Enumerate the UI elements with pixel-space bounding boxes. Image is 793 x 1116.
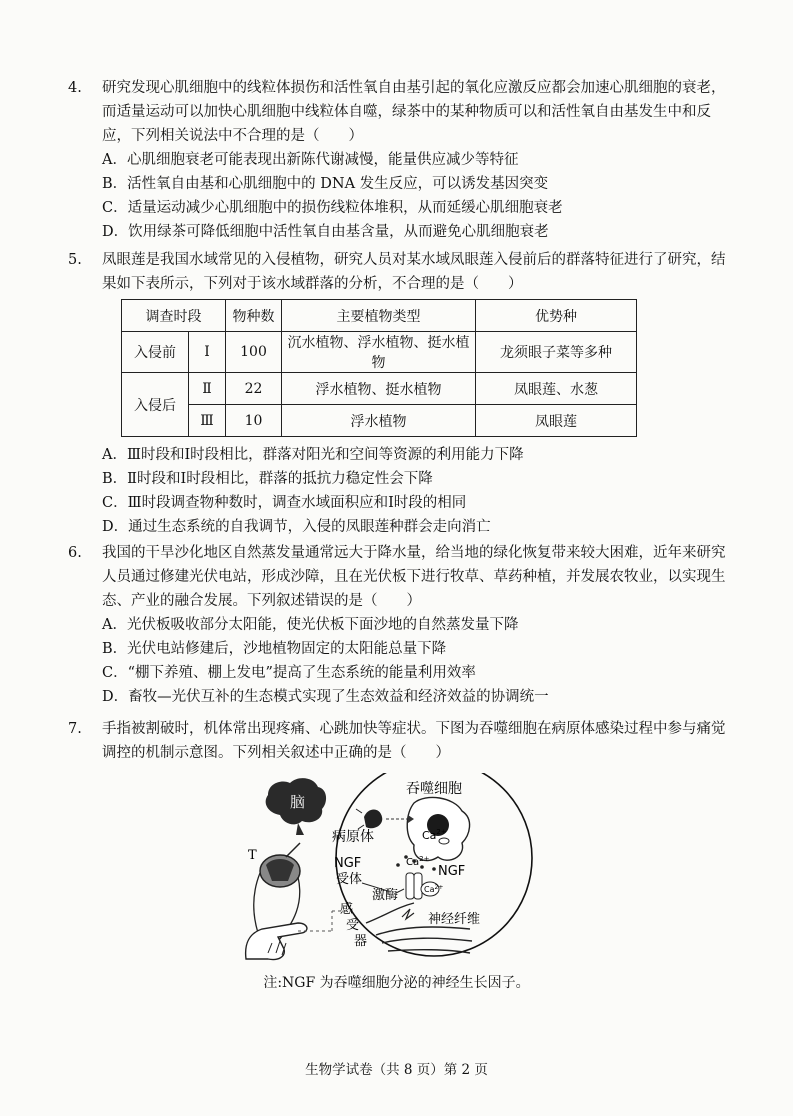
question-5-options (68, 443, 728, 539)
ca-label: $Ca^{2+}$ (406, 855, 430, 868)
table-cell-dominant: 凤眼莲 (476, 405, 637, 437)
table-row (122, 332, 637, 373)
pathogen-label: 病原体 (332, 829, 374, 845)
table-cell-dominant: 龙须眼子菜等多种 (476, 332, 637, 373)
table-row (122, 405, 637, 437)
question-6 (68, 541, 728, 709)
ngf-receptor-label-1: NGF (334, 856, 362, 871)
hand-icon (246, 923, 307, 960)
table-header: 主要植物类型 (282, 300, 476, 332)
table-row (122, 373, 637, 405)
option-d: D．饮用绿茶可降低细胞中活性氧自由基含量，从而避免心肌细胞衰老 (102, 224, 549, 240)
table-cell-period: Ⅰ (189, 332, 226, 373)
receptor-label-char: 感 (340, 902, 354, 917)
kinase-label: 激酶 (372, 888, 399, 903)
survey-table (121, 299, 637, 437)
ngf-receptor-label-2: 受体 (336, 872, 363, 887)
table-header-row (122, 300, 637, 332)
table-cell-group: 入侵后 (122, 373, 189, 437)
table-cell-species: 100 (226, 332, 282, 373)
option-c: C．适量运动减少心肌细胞中的损伤线粒体堆积，从而延缓心肌细胞衰老 (102, 200, 563, 216)
nerve-fiber-icon (366, 903, 472, 953)
option-c: C．“棚下养殖、棚上发电”提高了生态系统的能量利用效率 (102, 665, 476, 681)
question-number: 7. (68, 721, 82, 737)
question-stem: 我国的干旱沙化地区自然蒸发量通常远大于降水量，给当地的绿化恢复带来较大困难，近年来研究人员通过修建光伏电站，形成沙障，且在光伏板下进行牧草、草药种植，并发展农牧业，以实现生态、产业的融合发展。下列叙述错误的是（ ） (102, 545, 726, 609)
table-cell-group: 入侵前 (122, 332, 189, 373)
table-cell-types: 浮水植物、挺水植物 (282, 373, 476, 405)
option-d: D．畜牧—光伏互补的生态模式实现了生态效益和经济效益的协调统一 (102, 689, 549, 705)
table-header: 优势种 (476, 300, 637, 332)
figure-note: 注:NGF 为吞噬细胞分泌的神经生长因子。 (263, 975, 530, 991)
spinal-cord-icon (260, 843, 300, 887)
brain-label: 脑 (290, 793, 306, 811)
ca-label: $Ca^{2+}$ (424, 884, 444, 894)
table-header: 调查时段 (122, 300, 226, 332)
table-cell-species: 22 (226, 373, 282, 405)
question-number: 6. (68, 545, 82, 561)
option-b: B．活性氧自由基和心肌细胞中的 DNA 发生反应，可以诱发基因突变 (102, 176, 549, 192)
pathogen-icon (356, 809, 382, 829)
ngf-label: NGF (438, 864, 466, 879)
phagocyte-label: 吞噬细胞 (406, 781, 462, 797)
table-cell-types: 沉水植物、浮水植物、挺水植物 (282, 332, 476, 373)
option-d: D．通过生态系统的自我调节，入侵的凤眼莲种群会走向消亡 (102, 519, 491, 535)
receptor-label-char: 器 (354, 934, 368, 949)
receptor-label-char: 受 (346, 918, 360, 933)
table-header: 物种数 (226, 300, 282, 332)
question-number: 4. (68, 80, 82, 96)
option-a: A．光伏板吸收部分太阳能，使光伏板下面沙地的自然蒸发量下降 (102, 617, 519, 633)
option-c: C．Ⅲ时段调查物种数时，调查水域面积应和Ⅰ时段的相同 (102, 495, 467, 511)
question-5 (68, 248, 728, 296)
option-b: B．光伏电站修建后，沙地植物固定的太阳能总量下降 (102, 641, 447, 657)
table-cell-species: 10 (226, 405, 282, 437)
option-a: A．Ⅲ时段和Ⅰ时段相比，群落对阳光和空间等资源的利用能力下降 (102, 447, 524, 463)
question-stem: 研究发现心肌细胞中的线粒体损伤和活性氧自由基引起的氧化应激反应都会加速心肌细胞的衰老，而适量运动可以加快心肌细胞中线粒体自噬，绿茶中的某种物质可以和活性氧自由基发生中和反应，下列相关说法中不合理的是（ ） (102, 80, 726, 144)
pain-mechanism-figure (238, 773, 558, 963)
ca-label: $Ca^{2+}$ (422, 828, 447, 842)
table-cell-period: Ⅱ (189, 373, 226, 405)
option-b: B．Ⅱ时段和Ⅰ时段相比，群落的抵抗力稳定性会下降 (102, 471, 433, 487)
question-number: 5. (68, 252, 82, 268)
table-cell-types: 浮水植物 (282, 405, 476, 437)
table-cell-dominant: 凤眼莲、水葱 (476, 373, 637, 405)
table-cell-period: Ⅲ (189, 405, 226, 437)
option-a: A．心肌细胞衰老可能表现出新陈代谢减慢，能量供应减少等特征 (102, 152, 519, 168)
page-footer: 生物学试卷（共 8 页）第 2 页 (305, 1062, 488, 1078)
nerve-fiber-label: 神经纤维 (428, 912, 481, 927)
question-stem: 手指被割破时，机体常出现疼痛、心跳加快等症状。下图为吞噬细胞在病原体感染过程中参与痛觉调控的机制示意图。下列相关叙述中正确的是（ ） (102, 721, 726, 761)
question-7 (68, 717, 728, 765)
question-4 (68, 76, 728, 244)
t-label: T (248, 848, 257, 863)
question-stem: 凤眼莲是我国水域常见的入侵植物，研究人员对某水域凤眼莲入侵前后的群落特征进行了研究，结果如下表所示，下列对于该水域群落的分析，不合理的是（ ） (102, 252, 726, 292)
